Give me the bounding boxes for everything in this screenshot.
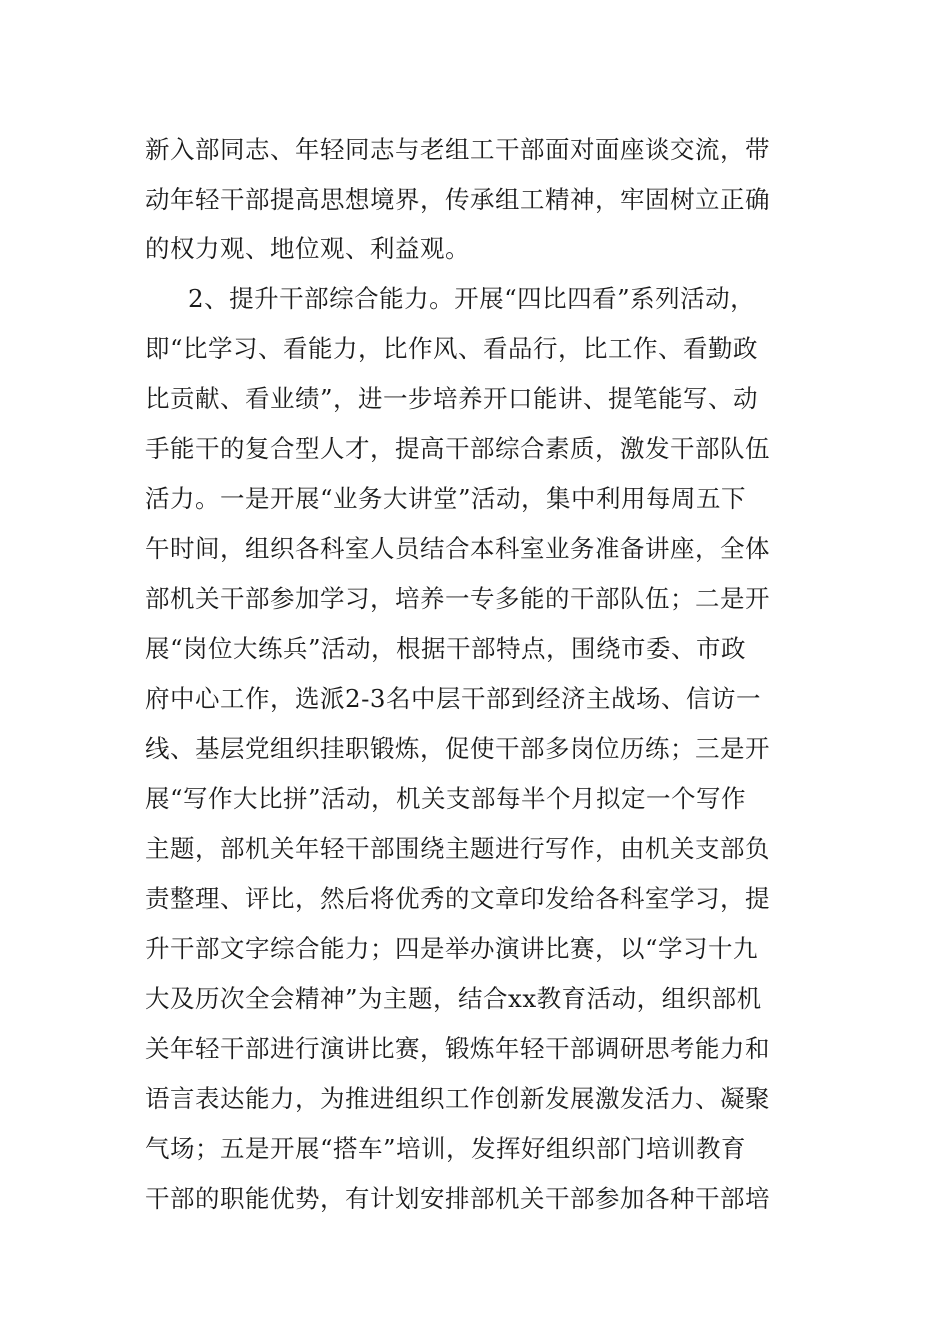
text-line: 比贡献、看业绩”，进一步培养开口能讲、提笔能写、动 — [145, 384, 759, 413]
text-line: 责整理、评比，然后将优秀的文章印发给各科室学习，提 — [145, 884, 770, 913]
text-line: 手能干的复合型人才，提高干部综合素质，激发干部队伍 — [145, 434, 770, 463]
text-line: 新入部同志、年轻同志与老组工干部面对面座谈交流，带 — [145, 135, 770, 164]
text-line: 主题，部机关年轻干部围绕主题进行写作，由机关支部负 — [145, 834, 770, 863]
text-line: 关年轻干部进行演讲比赛，锻炼年轻干部调研思考能力和 — [145, 1034, 770, 1063]
text-line: 部机关干部参加学习，培养一专多能的干部队伍；二是开 — [145, 584, 770, 613]
text-line: 午时间，组织各科室人员结合本科室业务准备讲座，全体 — [145, 534, 770, 563]
text-line: 展“写作大比拼”活动，机关支部每半个月拟定一个写作 — [145, 784, 747, 813]
text-line: 即“比学习、看能力，比作风、看品行，比工作、看勤政 — [145, 334, 759, 363]
paragraph-heading-line: 2、提升干部综合能力。开展“四比四看”系列活动， — [188, 284, 756, 313]
text-line: 线、基层党组织挂职锻炼，促使干部多岗位历练；三是开 — [145, 734, 770, 763]
text-line: 升干部文字综合能力；四是举办演讲比赛，以“学习十九 — [145, 934, 759, 963]
text-line: 干部的职能优势，有计划安排部机关干部参加各种干部培 — [145, 1184, 770, 1213]
text-line: 展“岗位大练兵”活动，根据干部特点，围绕市委、市政 — [145, 634, 747, 663]
text-line: 语言表达能力，为推进组织工作创新发展激发活力、凝聚 — [145, 1084, 770, 1113]
text-line: 府中心工作，选派2-3名中层干部到经济主战场、信访一 — [145, 684, 761, 713]
text-line: 动年轻干部提高思想境界，传承组工精神，牢固树立正确 — [145, 185, 770, 214]
text-line: 活力。一是开展“业务大讲堂”活动，集中利用每周五下 — [145, 484, 747, 513]
text-line: 气场；五是开展“搭车”培训，发挥好组织部门培训教育 — [145, 1134, 747, 1163]
text-line: 的权力观、地位观、利益观。 — [145, 234, 470, 263]
text-line: 大及历次全会精神”为主题，结合xx教育活动，组织部机 — [145, 984, 762, 1013]
